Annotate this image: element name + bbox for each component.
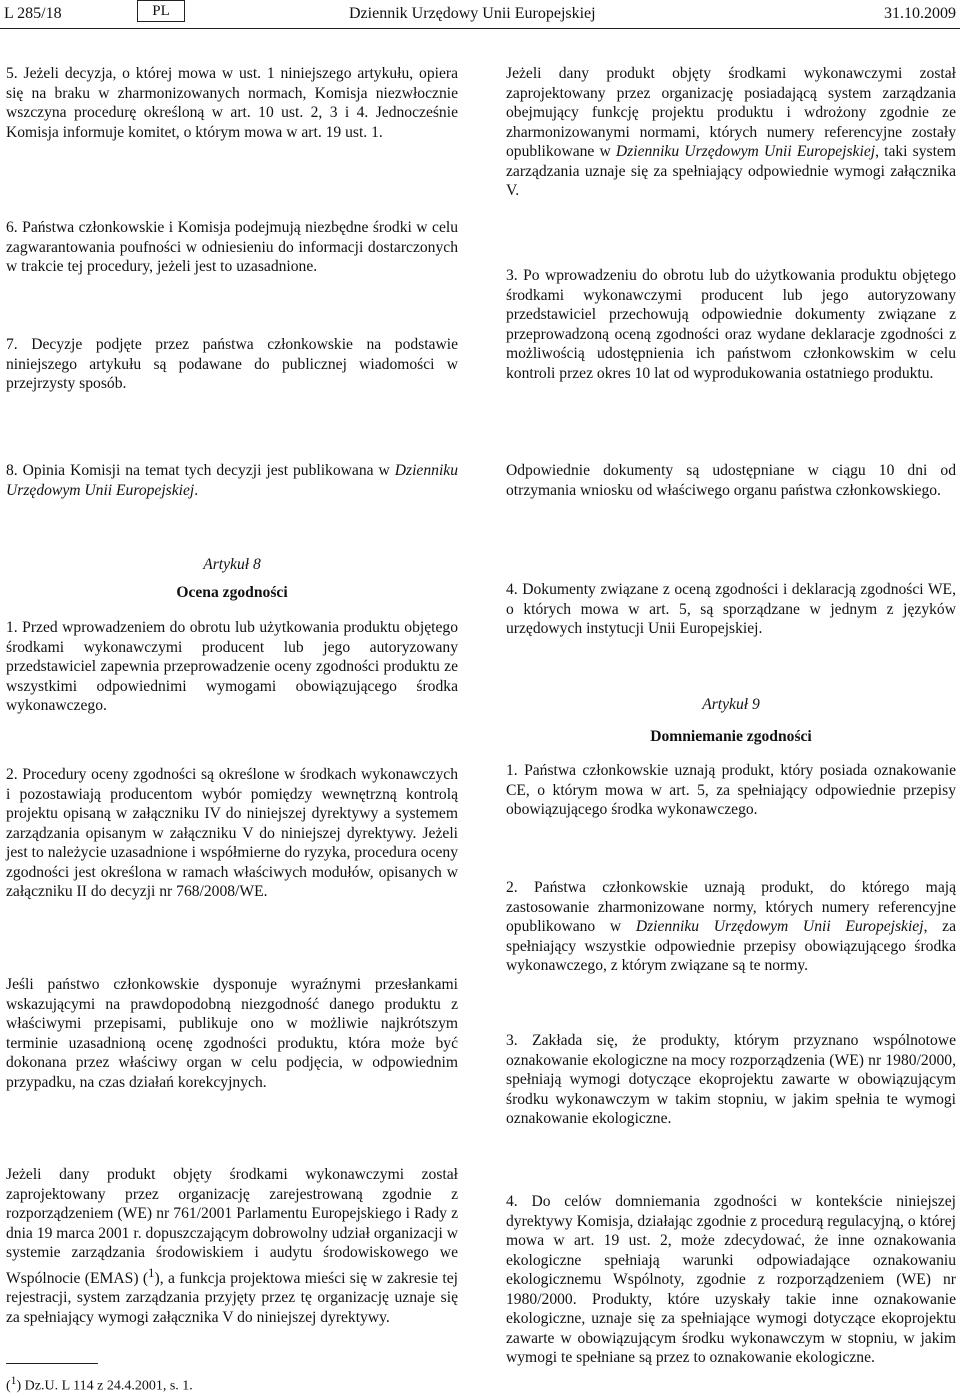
article-8-paragraph-3-continued: Odpowiednie dokumenty są udostępniane w ciągu 10 dni od otrzymania wniosku od właściwego organu państwa członkowskiego.: [506, 462, 956, 499]
publication-date: 31.10.2009: [884, 5, 956, 22]
article-9-paragraph-2: 2. Państwa członkowskie uznają produkt, do którego mają zastosowanie zharmonizowane normy, których numery referencyjne opublikowano w Dzienniku Urzędowym Unii Europejskiej, za spełniający wszystkie odpowiednie przepisy obowiązującego środka wykonawczego, z którym związane są te normy.: [506, 879, 956, 974]
article-8-title: Ocena zgodności: [176, 584, 288, 601]
article-8-paragraph-2-continued: Jeśli państwo członkowskie dysponuje wyraźnymi przesłankami wskazującymi na prawdopodobną niezgodność danego produktu z właściwymi przepisami, publikuje ono w możliwie najkrótszym terminie uzasadnioną ocenę zgodności produktu, która może być dokonana przez właściwy organ w celu podjęcia, w odpowiednim przypadku, na czas działań korekcyjnych.: [6, 976, 458, 1091]
journal-title: Dziennik Urzędowy Unii Europejskiej: [349, 5, 596, 22]
article-8-paragraph-2: 2. Procedury oceny zgodności są określone w środkach wykonawczych i pozostawiają producentom wybór pomiędzy wewnętrzną kontrolą projektu opisaną w załączniku IV do niniejszej dyrektywy a systemem zarządzania opisanym w załączniku V do niniejszej dyrektywy. Jeżeli jest to należycie uzasadnione i współmierne do ryzyka, procedura oceny zgodności jest określona w ramach właściwych modułów, opisanych w załączniku II do decyzji nr 768/2008/WE.: [6, 766, 458, 900]
article-8-paragraph-4: 4. Dokumenty związane z oceną zgodności i deklaracją zgodności WE, o których mowa w art. 5, są sporządzane w jednym z języków urzędowych instytucji Unii Europejskiej.: [506, 581, 956, 637]
article-9-title: Domniemanie zgodności: [650, 728, 812, 745]
paragraph-7: 7. Decyzje podjęte przez państwa członkowskie na podstawie niniejszego artykułu są podawane do publicznej wiadomości w przejrzysty sposób.: [6, 336, 458, 392]
header-rule: [0, 28, 960, 29]
article-8-paragraph-2-design-system: Jeżeli dany produkt objęty środkami wykonawczymi został zaprojektowany przez organizację posiadającą system zarządzania obejmujący funkcję projektu produktu i wdrożony zgodnie ze zharmonizowanymi normami, których numery referencyjne zostały opublikowane w Dzienniku Urzędowym Unii Europejskiej, taki system zarządzania uznaje się za spełniający odpowiednie wymogi załącznika V.: [506, 65, 956, 199]
paragraph-8: 8. Opinia Komisji na temat tych decyzji jest publikowana w Dzienniku Urzędowym Unii Europejskiej.: [6, 462, 458, 499]
language-box: PL: [137, 0, 185, 22]
article-9-paragraph-1: 1. Państwa członkowskie uznają produkt, który posiada oznakowanie CE, o którym mowa w art. 5, za spełniający odpowiednie przepisy obowiązującego środka wykonawczego.: [506, 762, 956, 818]
article-9-paragraph-3: 3. Zakłada się, że produkty, którym przyznano wspólnotowe oznakowanie ekologiczne na mocy rozporządzenia (WE) nr 1980/2000, spełniają wymogi dotyczące ekoprojektu zawarte w obowiązującym środku wykonawczym w takim stopniu, w jakim spełnia te wymogi oznakowanie ekologiczne.: [506, 1032, 956, 1127]
paragraph-6: 6. Państwa członkowskie i Komisja podejmują niezbędne środki w celu zagwarantowania poufności w odniesieniu do informacji dostarczonych w trakcie tej procedury, jeżeli jest to uzasadnione.: [6, 219, 458, 275]
article-8-paragraph-1: 1. Przed wprowadzeniem do obrotu lub użytkowania produktu objętego środkami wykonawczymi producent lub jego autoryzowany przedstawiciel zapewnia przeprowadzenie oceny zgodności produktu ze wszystkimi odpowiednimi wymogami obowiązującego środka wykonawczego.: [6, 619, 458, 714]
article-8-paragraph-2-emas: Jeżeli dany produkt objęty środkami wykonawczymi został zaprojektowany przez organizację zarejestrowaną zgodnie z rozporządzeniem (WE) nr 761/2001 Parlamentu Europejskiego i Rady z dnia 19 marca 2001 r. dopuszczającym dobrowolny udział organizacji w systemie zarządzania środowiskiem i audytu środowiskowego we Wspólnocie (EMAS) ($^1$), a funkcja projektowa mieści się w zakresie tej rejestracji, system zarządzania przyjęty przez tę organizację uznaje się za spełniający wymogi załącznika V do niniejszej dyrektywy.: [6, 1166, 459, 1326]
article-8-paragraph-3: 3. Po wprowadzeniu do obrotu lub do użytkowania produktu objętego środkami wykonawczymi producent lub jego autoryzowany przedstawiciel przechowują odpowiednie dokumenty związane z przeprowadzoną oceną zgodności oraz wydane deklaracje zgodności z możliwością udostępnienia ich państwom członkowskim w celu kontroli przez okres 10 lat od wyprodukowania ostatniego produktu.: [506, 267, 956, 382]
footnote: ($^1$) Dz.U. L 114 z 24.4.2001, s. 1.: [6, 1374, 193, 1394]
article-9-paragraph-4: 4. Do celów domniemania zgodności w kontekście niniejszej dyrektywy Komisja, działając zgodnie z procedurą regulacyjną, o której mowa w art. 19 ust. 2, może zdecydować, że inne oznakowania ekologiczne spełniają warunki odpowiadające oznakowaniu ekologicznemu Wspólnoty, zgodnie z rozporządzeniem (WE) nr 1980/2000. Produkty, które uzyskały takie inne oznakowanie ekologiczne, uznaje się za spełniające wymogi dotyczące ekoprojektu zawarte w obowiązującym środku wykonawczym w stopniu, w jakim wymogi te spełniane są przez to oznakowanie ekologiczne.: [506, 1193, 956, 1366]
footnote-rule: [6, 1363, 98, 1364]
page-header: [0, 0, 960, 32]
paragraph-5: 5. Jeżeli decyzja, o której mowa w ust. 1 niniejszego artykułu, opiera się na braku w zharmonizowanych normach, Komisja niezwłocznie wszczyna procedurę określoną w art. 10 ust. 2, 3 i 4. Jednocześnie Komisja informuje komitet, o którym mowa w art. 19 ust. 1.: [6, 65, 458, 141]
page-reference: L 285/18: [4, 5, 62, 22]
article-8-number: Artykuł 8: [203, 556, 261, 573]
article-9-number: Artykuł 9: [702, 696, 760, 713]
